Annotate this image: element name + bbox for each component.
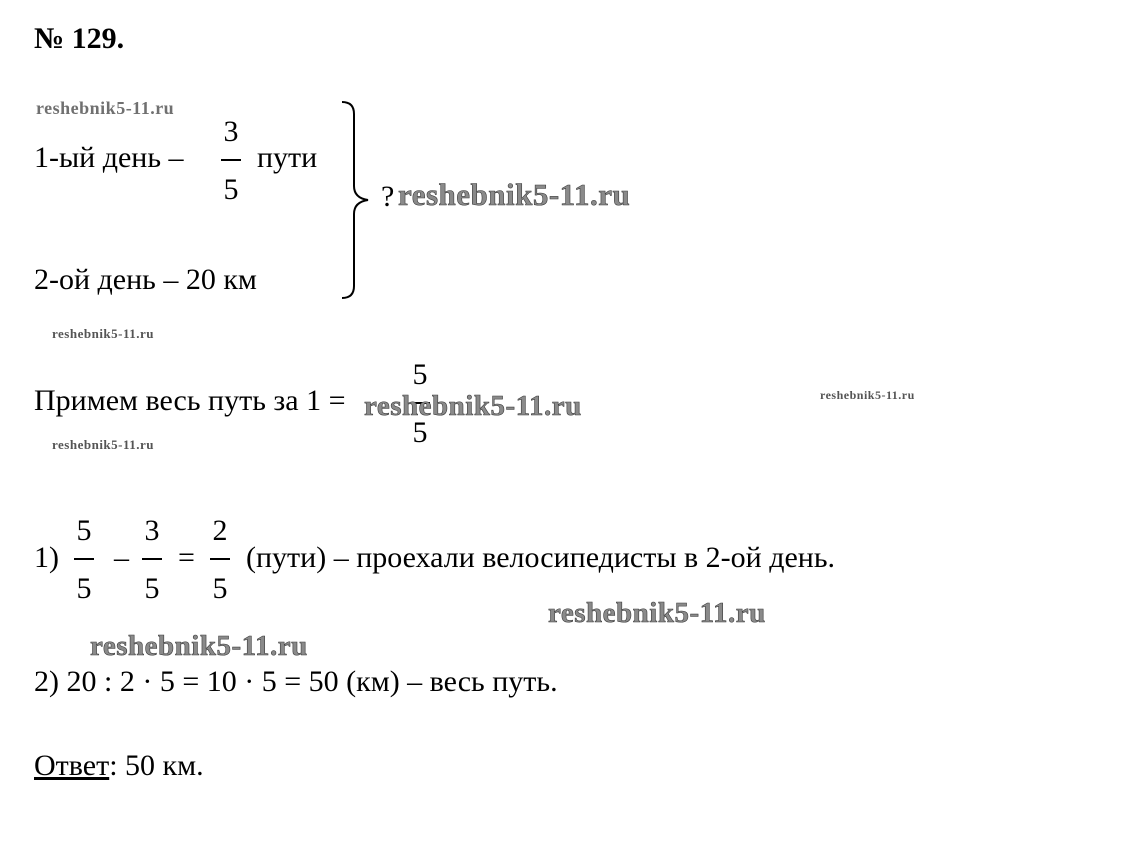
step1-tail: (пути) – проехали велосипедисты в 2-ой день. xyxy=(246,541,836,574)
fraction-bar xyxy=(142,558,162,560)
fraction-numerator: 3 xyxy=(223,115,239,148)
step1-fraction-1 xyxy=(74,516,94,604)
answer-line xyxy=(34,749,204,783)
fraction-denominator: 5 xyxy=(212,572,228,605)
step1-fraction-3 xyxy=(210,516,230,604)
watermark: reshebnik5-11.ru xyxy=(52,326,155,341)
fraction-numerator: 3 xyxy=(144,514,160,547)
watermark: reshebnik5-11.ru xyxy=(820,388,915,402)
fraction-denominator: 5 xyxy=(223,173,239,206)
question-mark: ? xyxy=(381,180,395,213)
answer-value: : 50 км. xyxy=(109,749,204,782)
step2-line: 2) 20 : 2 · 5 = 10 · 5 = 50 (км) – весь путь. xyxy=(34,665,558,698)
day2-line: 2-ой день – 20 км xyxy=(34,263,257,296)
fraction-numerator: 5 xyxy=(76,514,92,547)
assume-text: Примем весь путь за 1 = xyxy=(34,384,346,417)
equals-sign: = xyxy=(178,541,195,574)
day1-suffix: пути xyxy=(257,141,318,174)
fraction-numerator: 2 xyxy=(212,514,228,547)
watermark: reshebnik5-11.ru xyxy=(36,98,175,118)
minus-sign: – xyxy=(114,541,129,574)
fraction-denominator: 5 xyxy=(412,416,428,449)
watermark: reshebnik5-11.ru xyxy=(364,390,582,422)
day1-fraction xyxy=(221,117,241,205)
fraction-denominator: 5 xyxy=(144,572,160,605)
watermark: reshebnik5-11.ru xyxy=(52,437,155,452)
watermark: reshebnik5-11.ru xyxy=(548,597,766,629)
step1-fraction-2 xyxy=(142,516,162,604)
fraction-bar xyxy=(221,159,241,161)
fraction-numerator: 5 xyxy=(412,358,428,391)
day1-prefix: 1-ый день – xyxy=(34,141,184,174)
fraction-bar xyxy=(74,558,94,560)
fraction-bar xyxy=(210,558,230,560)
watermark: reshebnik5-11.ru xyxy=(398,177,631,212)
problem-number: № 129. xyxy=(34,22,125,55)
fraction-denominator: 5 xyxy=(76,572,92,605)
answer-label: Ответ xyxy=(34,749,110,782)
step1-label: 1) xyxy=(34,541,59,574)
watermark: reshebnik5-11.ru xyxy=(90,630,308,662)
